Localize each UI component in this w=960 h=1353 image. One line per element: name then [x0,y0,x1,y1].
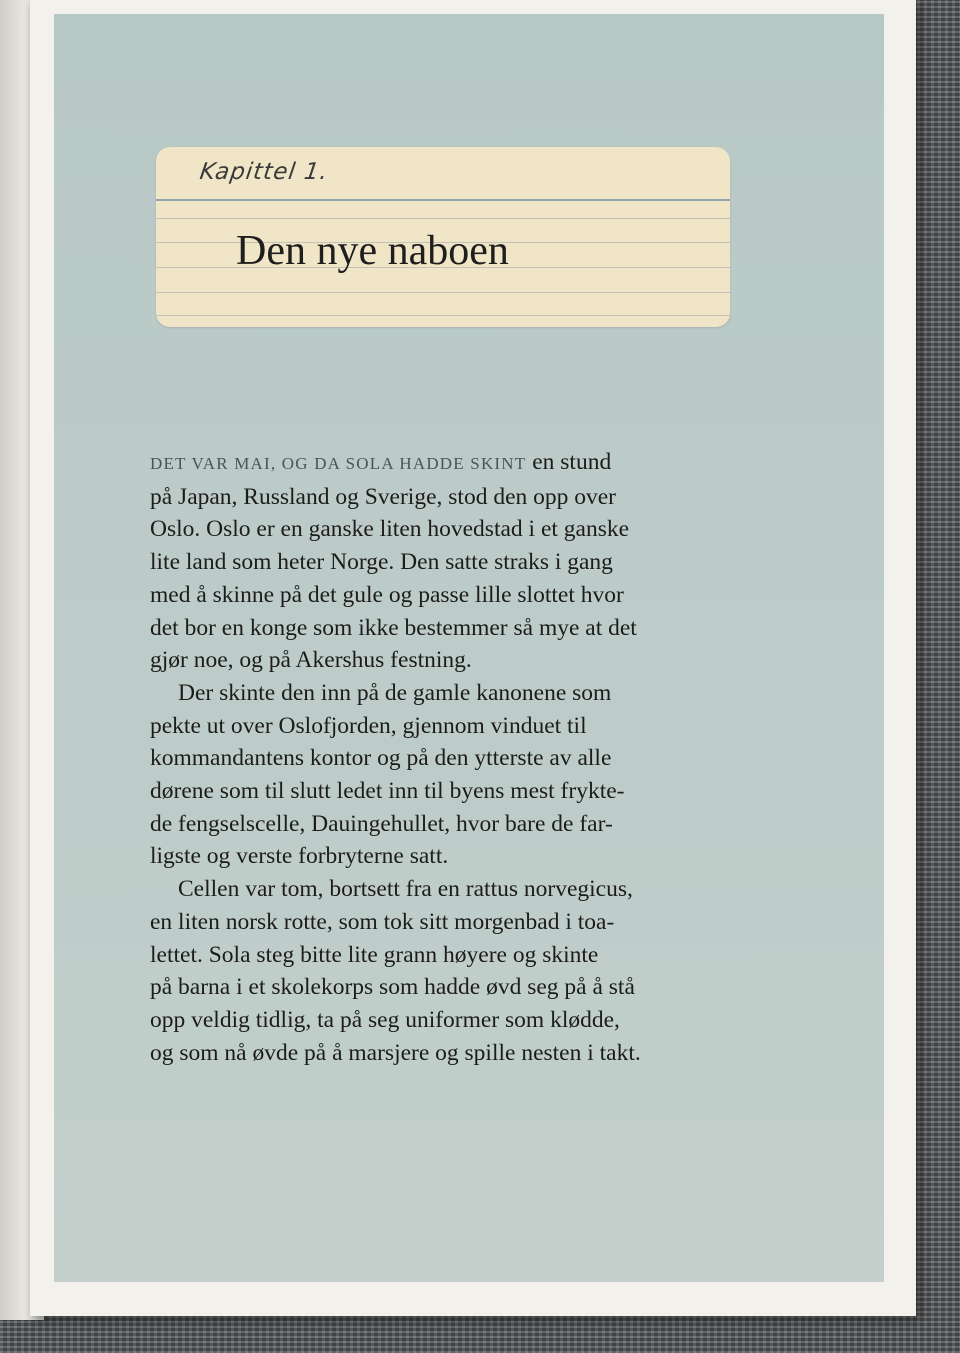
chapter-card [156,147,730,327]
text-line: dørene som til slutt ledet inn til byens mest frykte- [150,778,625,805]
book-page [30,0,916,1316]
lead-in: DET VAR MAI, OG DA SOLA HADDE SKINT [150,454,527,473]
text-line: Der skinte den inn på de gamle kanonene som [178,679,612,706]
card-rule [156,218,730,219]
text-line: Oslo. Oslo er en ganske liten hovedstad i et ganske [150,516,630,543]
card-rule [156,315,730,316]
text-line: og som nå øvde på å marsjere og spille nesten i takt. [150,1039,641,1066]
text-line: på Japan, Russland og Sverige, stod den opp over [150,483,617,510]
text-line: pekte ut over Oslofjorden, gjennom vinduet til [150,712,587,739]
text-line: Cellen var tom, bortsett fra en rattus norvegicus, [178,876,633,903]
chapter-title: Den nye naboen [236,228,509,274]
text-line: lite land som heter Norge. Den satte straks i gang [150,549,613,576]
text-line: gjør noe, og på Akershus festning. [150,647,472,674]
chapter-body [150,446,750,1069]
text-line: en liten norsk rotte, som tok sitt morgenbad i toa- [150,908,615,935]
lead-in-rest: en stund [526,449,612,475]
page-panel [54,14,884,1282]
text-line: det bor en konge som ikke bestemmer så mye at det [150,614,637,641]
card-rule [156,292,730,293]
chapter-label: Kapittel 1. [198,159,331,185]
text-line: ligste og verste forbryterne satt. [150,843,449,870]
text-line: opp veldig tidlig, ta på seg uniformer som klødde, [150,1006,620,1033]
card-rule [156,199,730,201]
text-line [150,446,750,481]
text-line: på barna i et skolekorps som hadde øvd seg på å stå [150,974,635,1001]
text-line: de fengselscelle, Dauingehullet, hvor bare de far- [150,810,613,837]
text-line: med å skinne på det gule og passe lille slottet hvor [150,581,624,608]
text-line: kommandantens kontor og på den ytterste av alle [150,745,612,772]
text-line: lettet. Sola steg bitte lite grann høyere og skinte [150,941,599,968]
